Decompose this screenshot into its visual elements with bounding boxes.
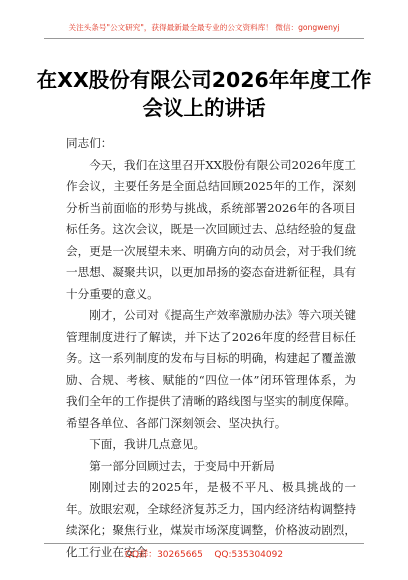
paragraph: 今天，我们在这里召开XX股份有限公司2026年度工作会议，主要任务是全面总结回顾2025年的工作，深刻分析当前面临的形势与挑战，系统部署2026年的各项目标任务。这次会议，既是一次回顾过去、总结经验的复盘会，更是一次展望未来、明确方向的动员会，对于我们统一思想、凝聚共识，以更加昂扬的姿态奋进新征程，具有十分重要的意义。 <box>66 157 356 301</box>
paragraph: 刚才，公司对《提高生产效率激励办法》等六项关键管理制度进行了解读，并下达了2026年度的经营目标任务。这一系列制度的发布与目标的明确，构建起了覆盖激励、合规、考核、赋能的“四位一体”闭环管理体系，为我们全年的工作提供了清晰的路线图与坚实的制度保障。希望各单位、各部门深刻领会、坚决执行。 <box>66 308 356 430</box>
document-title: 在XX股份有限公司2026年年度工作会议上的讲话 <box>36 68 372 120</box>
footer-contact <box>0 547 408 560</box>
salutation: 同志们： <box>66 136 113 150</box>
footer-qq: QQ:535304092 <box>214 550 284 560</box>
paragraph: 下面，我讲几点意见。 <box>89 437 206 451</box>
section-heading: 第一部分回顾过去，于变局中开新局 <box>89 458 275 473</box>
document-body <box>66 133 356 563</box>
paragraph: 刚刚过去的2025年，是极不平凡、极具挑战的一年。放眼宏观，全球经济复苏乏力，国内经济结构调整持续深化；聚焦行业，煤炭市场深度调整，价格波动剧烈，化工行业在安全 <box>66 480 356 559</box>
header-divider <box>44 38 364 39</box>
footer-qq-group: QQ群：30265665 <box>124 550 203 560</box>
footer-divider <box>44 543 364 544</box>
header-banner: 关注头条号"公文研究"，获得最新最全最专业的公文资料库！ 微信：gongwenyj <box>68 23 340 32</box>
